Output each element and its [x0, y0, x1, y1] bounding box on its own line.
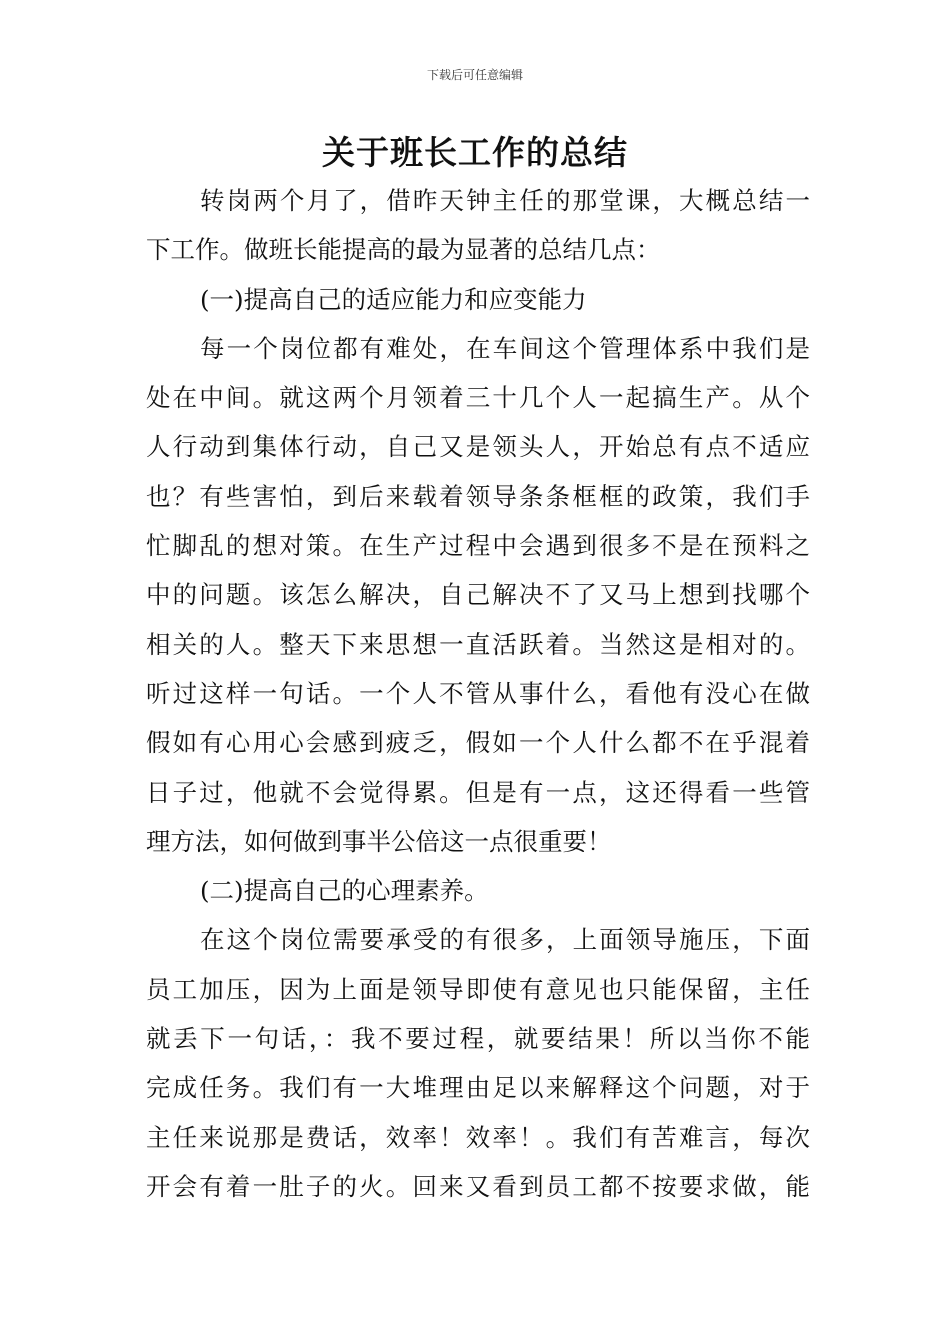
body-text-line: (一)提高自己的适应能力和应变能力 [200, 284, 587, 314]
body-text-line: 在这个岗位需要承受的有很多，上面领导施压，下面 [200, 925, 810, 955]
body-text-line: (二)提高自己的心理素养。 [200, 876, 489, 906]
body-text-line: 理方法，如何做到事半公倍这一点很重要！ [146, 826, 612, 856]
body-text-line: 处在中间。就这两个月领着三十几个人一起搞生产。从个 [146, 383, 810, 413]
body-text-line: 下工作。做班长能提高的最为显著的总结几点： [146, 235, 661, 265]
body-text-line: 完成任务。我们有一大堆理由足以来解释这个问题，对于 [146, 1073, 810, 1103]
body-text-line: 忙脚乱的想对策。在生产过程中会遇到很多不是在预料之 [146, 531, 810, 561]
page-header-note: 下载后可任意编辑 [426, 68, 523, 82]
body-text-line: 假如有心用心会感到疲乏，假如一个人什么都不在乎混着 [146, 728, 810, 758]
document-title: 关于班长工作的总结 [322, 133, 628, 172]
body-text-line: 听过这样一句话。一个人不管从事什么，看他有没心在做 [146, 678, 810, 708]
body-text-line: 人行动到集体行动，自己又是领头人，开始总有点不适应 [146, 432, 810, 462]
body-text-line: 每一个岗位都有难处，在车间这个管理体系中我们是 [200, 333, 810, 363]
body-text-line: 开会有着一肚子的火。回来又看到员工都不按要求做，能 [146, 1171, 810, 1201]
body-text-line: 主任来说那是费话，效率！效率！。我们有苦难言，每次 [146, 1122, 810, 1152]
body-text-line: 日子过，他就不会觉得累。但是有一点，这还得看一些管 [146, 777, 810, 807]
body-text-line: 中的问题。该怎么解决，自己解决不了又马上想到找哪个 [146, 580, 810, 610]
body-text-line: 就丢下一句话，：我不要过程，就要结果！所以当你不能 [146, 1024, 810, 1054]
body-text-line: 也？有些害怕，到后来载着领导条条框框的政策，我们手 [146, 481, 810, 511]
body-text-line: 员工加压，因为上面是领导即使有意见也只能保留，主任 [146, 974, 810, 1004]
body-text-line: 相关的人。整天下来思想一直活跃着。当然这是相对的。 [146, 629, 810, 659]
body-text-line: 转岗两个月了，借昨天钟主任的那堂课，大概总结一 [200, 186, 810, 215]
document-body [146, 176, 810, 1211]
